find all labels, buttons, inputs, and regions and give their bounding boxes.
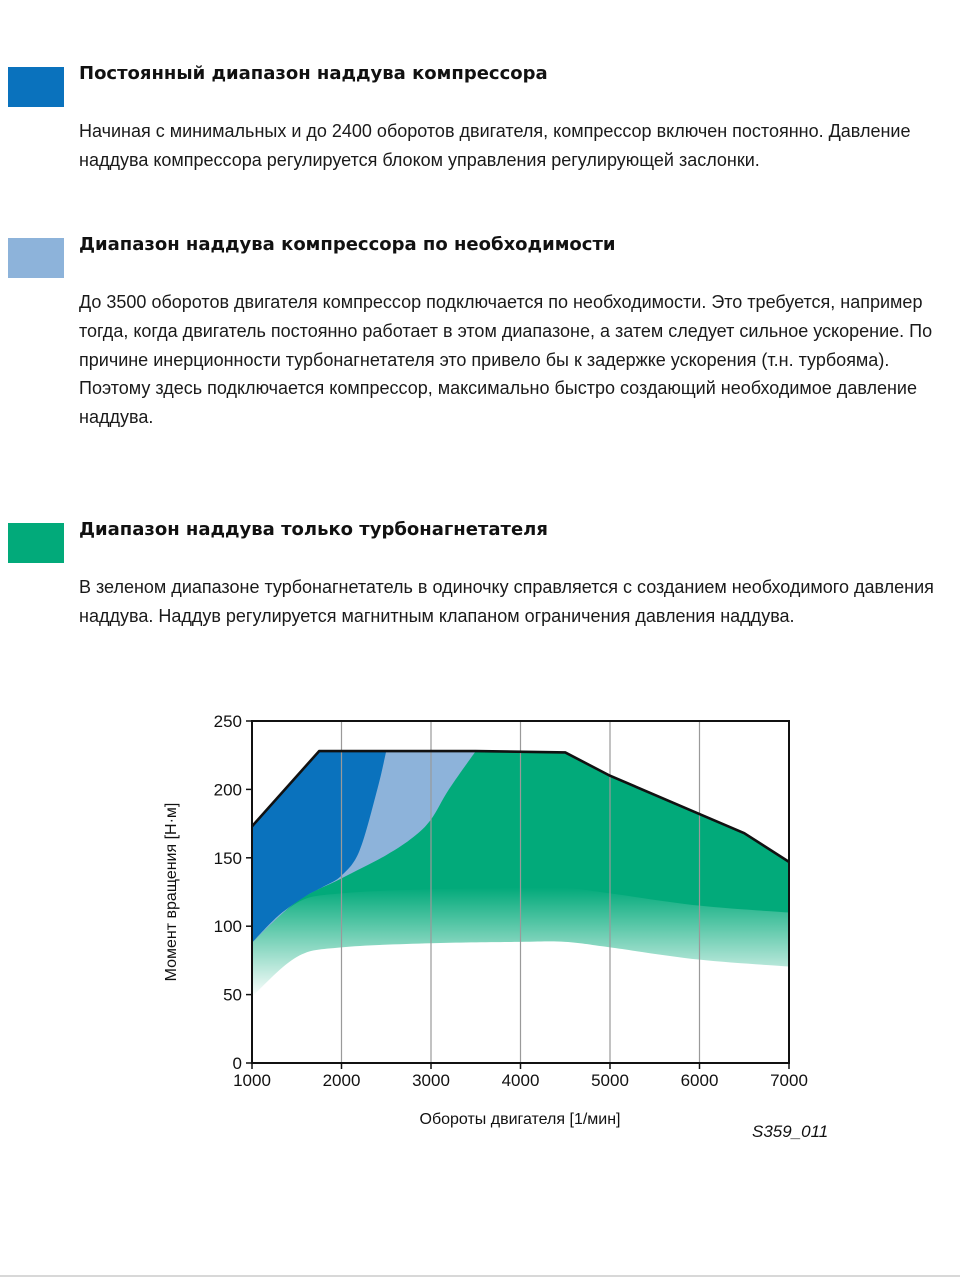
- text-line: До 3500 оборотов двигателя компрессор подключается по необходимости. Это требуется, например: [79, 292, 923, 312]
- x-tick-label: 3000: [412, 1071, 450, 1090]
- x-tick-label: 2000: [322, 1071, 361, 1090]
- figure-id: S359_011: [752, 1122, 829, 1141]
- section-text: [79, 288, 932, 432]
- y-tick-label: 50: [223, 985, 242, 1005]
- x-tick-label: 1000: [233, 1071, 271, 1090]
- x-axis-title: Обороты двигателя [1/мин]: [419, 1111, 621, 1128]
- y-axis-title: Момент вращения [Н·м]: [163, 802, 180, 982]
- x-tick-label: 4000: [501, 1071, 540, 1090]
- x-tick-label: 6000: [680, 1071, 719, 1090]
- text-line: наддува. Наддув регулируется магнитным клапаном ограничения давления наддува.: [79, 605, 795, 626]
- x-tick-label: 5000: [591, 1071, 629, 1090]
- y-tick-label: 0: [232, 1054, 242, 1073]
- text-line: тогда, когда двигатель постоянно работает в этом диапазоне, а затем следует сильное ускорение. По: [79, 320, 933, 341]
- section-heading: Диапазон наддува только турбонагнетателя: [79, 519, 548, 540]
- section-heading: Постоянный диапазон наддува компрессора: [79, 63, 548, 84]
- text-line: Поэтому здесь подключается компрессор, максимально быстро создающий необходимое давление: [79, 378, 917, 399]
- section-text: [79, 573, 934, 631]
- text-line: наддува.: [79, 407, 154, 428]
- section-heading: Диапазон наддува компрессора по необходимости: [79, 234, 616, 255]
- text-line: Начиная с минимальных и до 2400 оборотов двигателя, компрессор включен постоянно. Давление: [79, 121, 911, 141]
- swatch-turbo-only: [8, 523, 64, 563]
- swatch-compressor-permanent: [8, 67, 64, 107]
- torque-chart: [140, 700, 840, 1130]
- text-line: причине инерционности турбонагнетателя это привело бы к задержке ускорения (т.н. турбояма).: [79, 349, 890, 370]
- section-text: [79, 117, 910, 175]
- text-line: В зеленом диапазоне турбонагнетатель в одиночку справляется с созданием необходимого давления: [79, 577, 934, 597]
- text-line: наддува компрессора регулируется блоком управления регулирующей заслонки.: [79, 149, 760, 170]
- y-tick-label: 250: [213, 712, 242, 731]
- y-tick-label: 100: [213, 917, 242, 937]
- y-tick-label: 150: [213, 848, 242, 868]
- swatch-compressor-on-demand: [8, 238, 64, 278]
- x-tick-label: 7000: [770, 1071, 808, 1090]
- y-tick-label: 200: [213, 780, 242, 800]
